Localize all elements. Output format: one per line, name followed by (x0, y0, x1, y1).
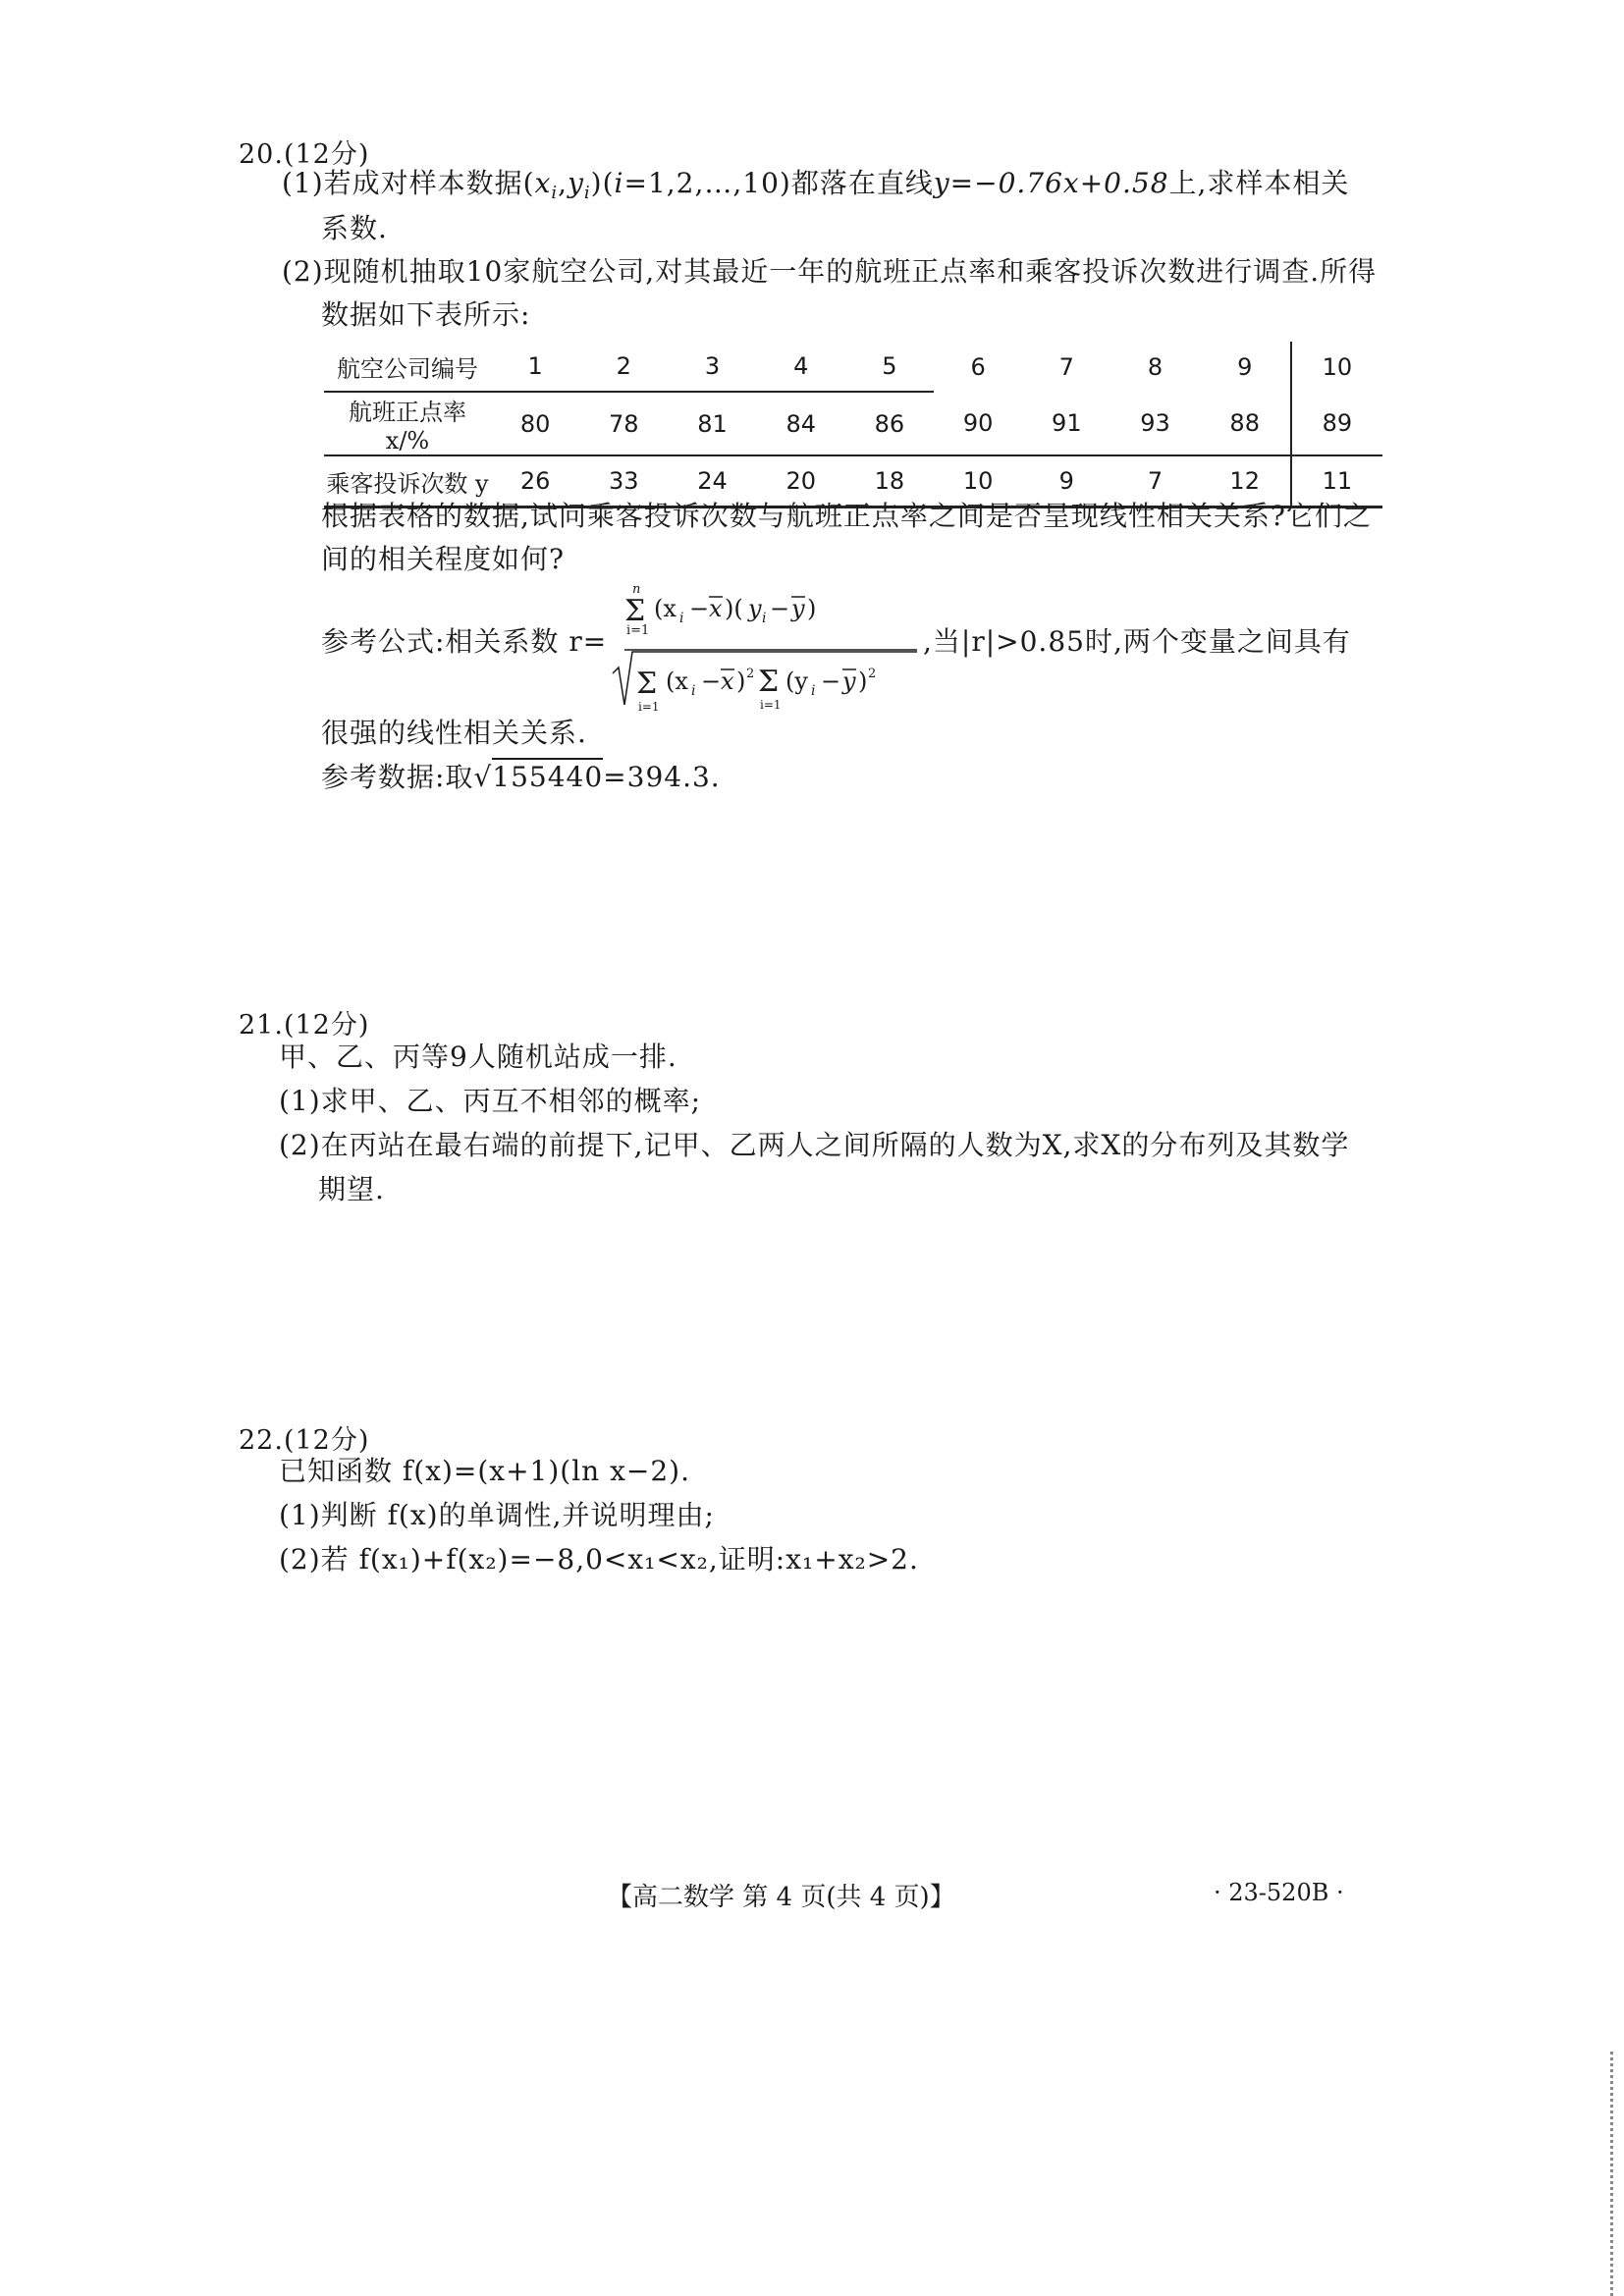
svg-text:−: − (770, 595, 790, 622)
cell-id: 3 (704, 352, 721, 380)
cell-y: 10 (934, 455, 1022, 507)
svg-text:i: i (691, 683, 696, 699)
svg-text:y: y (791, 595, 805, 622)
cell-y: 12 (1200, 455, 1291, 507)
svg-text:i=1: i=1 (760, 698, 782, 712)
cell-x: 80 (491, 392, 579, 455)
correlation-formula (611, 579, 935, 717)
q20-question-line2: 间的相关程度如何? (321, 543, 566, 575)
q21-heading: 21.(12分) (239, 1010, 370, 1041)
page-footer-code: · 23-520B · (1214, 1879, 1344, 1906)
row-header-y: 乘客投诉次数 y (324, 455, 491, 507)
q22-line1: 已知函数 f(x)=(x+1)(ln x−2). (279, 1455, 690, 1487)
cell-y: 24 (668, 455, 756, 507)
cell-x: 89 (1291, 392, 1382, 455)
svg-text:i: i (811, 683, 816, 699)
svg-text:x: x (709, 595, 723, 622)
text-seg: =1,2,…,10)都落在直线 (623, 167, 934, 199)
svg-text:): ) (736, 667, 746, 695)
q20-part2-line2: 数据如下表所示: (321, 298, 531, 331)
q22-heading: 22.(12分) (239, 1425, 370, 1456)
sqrt-symbol: √ (473, 761, 493, 793)
cell-x: 90 (962, 409, 994, 437)
cell-id: 7 (1058, 352, 1074, 381)
cell-id: 9 (1237, 352, 1253, 381)
row-header-x: 航班正点率 x/% (324, 392, 491, 455)
q20-part1-line2: 系数. (321, 212, 388, 244)
svg-text:i=1: i=1 (638, 700, 660, 714)
scan-edge-dots (1610, 2052, 1617, 2296)
svg-text:2: 2 (746, 667, 755, 681)
reference-data (321, 758, 721, 797)
cell-x: 86 (845, 392, 934, 455)
svg-text:(x: (x (666, 667, 688, 695)
cell-x: 84 (757, 392, 845, 455)
q21-line1: 甲、乙、丙等9人随机站成一排. (279, 1041, 677, 1073)
q21-line4: 期望. (318, 1173, 385, 1205)
svg-text:2: 2 (868, 667, 877, 681)
svg-text:(y: (y (785, 667, 808, 695)
cell-id: 1 (527, 352, 543, 380)
cell-id: 2 (616, 352, 631, 380)
cell-y: 7 (1110, 455, 1199, 507)
text-seg: 参考数据:取 (321, 761, 474, 793)
cell-y: 9 (1022, 455, 1110, 507)
cell-y: 33 (579, 455, 668, 507)
svg-text:i=1: i=1 (626, 623, 650, 638)
svg-text:Σ: Σ (758, 665, 780, 699)
svg-text:y: y (842, 667, 856, 695)
formula-label: 参考公式:相关系数 r= (321, 625, 608, 658)
svg-text:−: − (821, 667, 841, 695)
q21-line2: (1)求甲、乙、丙互不相邻的概率; (279, 1085, 702, 1117)
cell-x: 78 (579, 392, 668, 455)
cell-id: 4 (793, 352, 809, 380)
q22-line2: (1)判断 f(x)的单调性,并说明理由; (279, 1499, 715, 1531)
svg-text:−: − (701, 667, 722, 695)
q20-heading: 20.(12分) (239, 139, 370, 170)
svg-text:): ) (858, 667, 868, 695)
cell-id: 5 (882, 352, 897, 380)
table-row-ids (324, 342, 1382, 392)
formula-condition: ,当|r|>0.85时,两个变量之间具有 (923, 625, 1351, 658)
q21-line3: (2)在丙站在最右端的前提下,记甲、乙两人之间所隔的人数为X,求X的分布列及其数学 (279, 1129, 1350, 1161)
svg-text:x: x (721, 667, 734, 695)
cell-x: 81 (668, 392, 756, 455)
q20-part2-line1: (2)现随机抽取10家航空公司,对其最近一年的航班正点率和乘客投诉次数进行调查.所得 (282, 255, 1378, 288)
svg-text:Σ: Σ (624, 594, 646, 628)
svg-text:−: − (689, 595, 710, 622)
math-x: x (534, 167, 552, 199)
cell-x: 91 (1052, 409, 1082, 437)
svg-text:n: n (632, 582, 641, 597)
airline-data-table (324, 342, 1382, 508)
svg-text:i: i (762, 611, 767, 626)
math-y: y (568, 167, 584, 199)
q20-question-line1: 根据表格的数据,试问乘客投诉次数与航班正点率之间是否呈现线性相关关系?它们之 (321, 500, 1372, 532)
text-seg: (1)若成对样本数据( (282, 167, 535, 199)
cell-x: 93 (1140, 409, 1170, 437)
cell-y: 20 (757, 455, 845, 507)
text-seg: , (558, 167, 568, 199)
cell-y: 26 (491, 455, 579, 507)
text-seg: =394.3. (603, 761, 721, 793)
text-seg: 上,求样本相关 (1168, 167, 1350, 199)
q22-line3: (2)若 f(x₁)+f(x₂)=−8,0<x₁<x₂,证明:x₁+x₂>2. (279, 1543, 919, 1575)
math-i: i (614, 167, 624, 199)
formula-condition-line2: 很强的线性相关关系. (321, 717, 587, 749)
cell-id: 10 (1291, 342, 1382, 392)
cell-y: 11 (1291, 455, 1382, 507)
row-header-id: 航空公司编号 (337, 354, 478, 383)
page-footer-center: 【高二数学 第 4 页(共 4 页)】 (607, 1883, 955, 1912)
cell-id: 6 (970, 352, 986, 381)
svg-text:(x: (x (654, 595, 677, 622)
cell-x: 88 (1229, 409, 1260, 437)
table-row-x (324, 392, 1382, 455)
svg-text:)(: )( (725, 595, 743, 622)
text-seg: )( (590, 167, 615, 199)
sqrt-value: 155440 (492, 758, 603, 793)
svg-text:i: i (679, 611, 684, 626)
q20-part1-line1: (1)若成对样本数据$(x_i,y_i)(i=1,2,\dots,10)$都落在直线y=−0.76x+0.58上,求样本相关 (282, 167, 1350, 203)
svg-text:y: y (748, 595, 762, 622)
cell-id: 8 (1147, 352, 1164, 381)
svg-text:Σ: Σ (636, 667, 658, 701)
cell-y: 18 (845, 455, 934, 507)
svg-text:): ) (807, 595, 817, 622)
line-equation: y=−0.76x+0.58 (933, 167, 1169, 199)
